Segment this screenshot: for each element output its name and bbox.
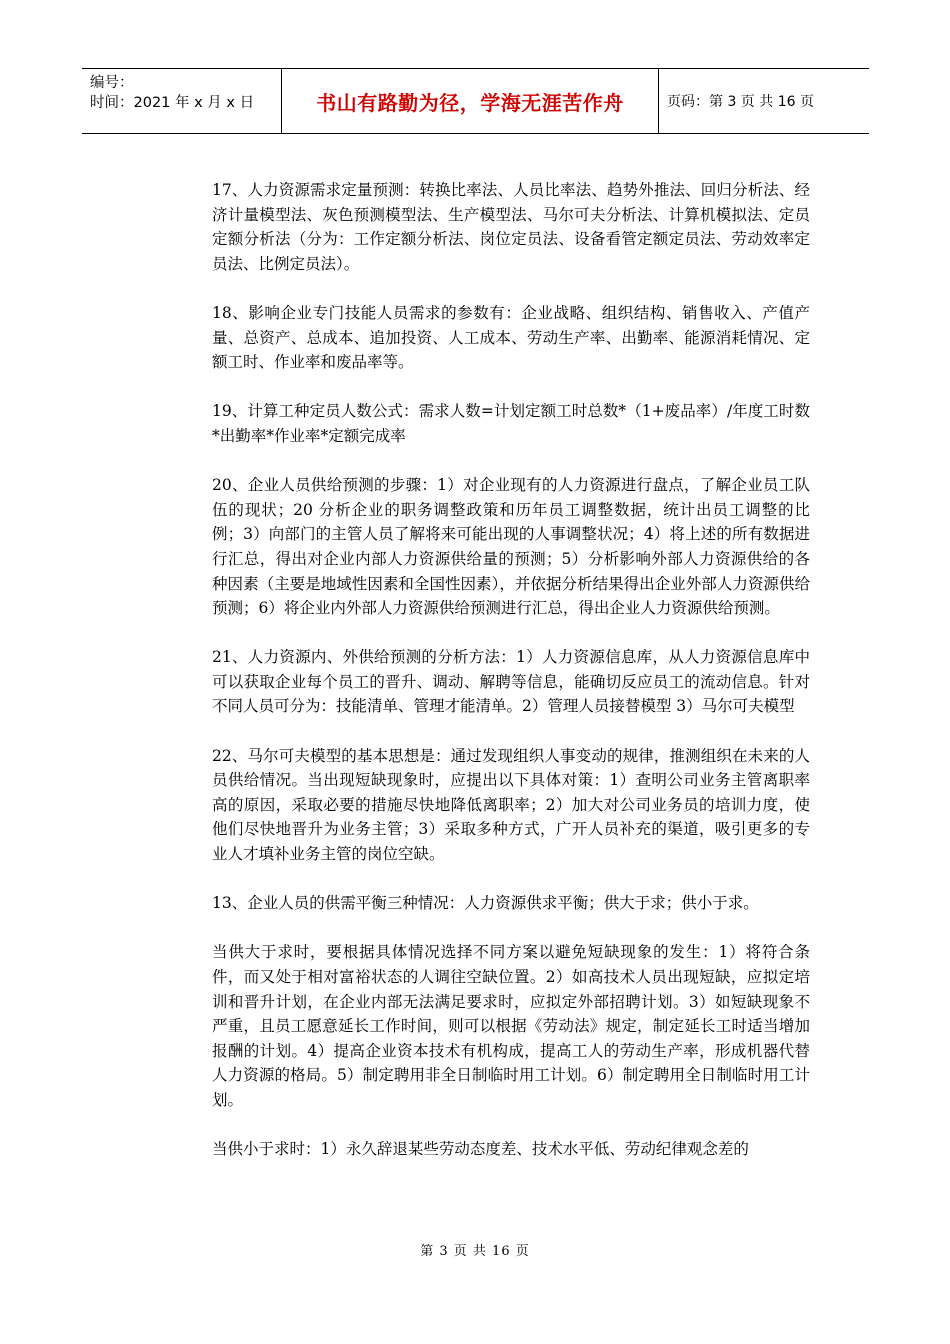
header-motto: 书山有路勤为径，学海无涯苦作舟: [282, 69, 659, 133]
header-page-info: 页码：第 3 页 共 16 页: [667, 94, 814, 110]
paragraph-undersupply: 当供小于求时：1）永久辞退某些劳动态度差、技术水平低、劳动纪律观念差的: [212, 1140, 749, 1159]
paragraph-17: 17、人力资源需求定量预测：转换比率法、人员比率法、趋势外推法、回归分析法、经济计量模型法、灰色预测模型法、生产模型法、马尔可夫分析法、计算机模拟法、定员定额分析法（分为：工作定额分析法、岗位定员法、设备看管定额定员法、劳动效率定员法、比例定员法）。: [212, 181, 810, 273]
paragraph-22: 22、马尔可夫模型的基本思想是：通过发现组织人事变动的规律，推测组织在未来的人员供给情况。当出现短缺现象时，应提出以下具体对策：1）查明公司业务主管离职率高的原因，采取必要的措施尽快地降低离职率；2）加大对公司业务员的培训力度，使他们尽快地晋升为业务主管；3）采取多种方式，广开人员补充的渠道，吸引更多的专业人才填补业务主管的岗位空缺。: [212, 746, 810, 864]
page-header: [82, 68, 869, 134]
date-label: 时间：2021 年 x 月 x 日: [90, 95, 255, 111]
paragraph-18: 18、影响企业专门技能人员需求的参数有：企业战略、组织结构、销售收入、产值产量、总资产、总成本、追加投资、人工成本、劳动生产率、出勤率、能源消耗情况、定额工时、作业率和废品率等。: [212, 303, 810, 372]
serial-number-label: 编号：: [90, 75, 134, 91]
document-body: [212, 178, 810, 1186]
paragraph-13: 13、企业人员的供需平衡三种情况：人力资源供求平衡；供大于求；供小于求。: [212, 894, 759, 913]
paragraph-21: 21、人力资源内、外供给预测的分析方法：1）人力资源信息库，从人力资源信息库中可以获取企业每个员工的晋升、调动、解聘等信息，能确切反应员工的流动信息。针对不同人员可分为：技能清单、管理才能清单。2）管理人员接替模型 3）马尔可夫模型: [212, 648, 810, 716]
page-footer: 第 3 页 共 16 页: [420, 1244, 530, 1259]
paragraph-20: 20、企业人员供给预测的步骤：1）对企业现有的人力资源进行盘点，了解企业员工队伍的现状；20 分析企业的职务调整政策和历年员工调整数据，统计出员工调整的比例；3）向部门的主管人员了解将来可能出现的人事调整状况；4）将上述的所有数据进行汇总，得出对企业内部人力资源供给量的预测；5）分析影响外部人力资源供给的各种因素（主要是地域性因素和全国性因素），并依据分析结果得出企业外部人力资源供给预测；6）将企业内外部人力资源供给预测进行汇总，得出企业人力资源供给预测。: [212, 476, 810, 618]
paragraph-oversupply: 当供大于求时，要根据具体情况选择不同方案以避免短缺现象的发生：1）将符合条件，而又处于相对富裕状态的人调往空缺位置。2）如高技术人员出现短缺，应拟定培训和晋升计划，在企业内部无法满足要求时，应拟定外部招聘计划。3）如短缺现象不严重，且员工愿意延长工作时间，则可以根据《劳动法》规定，制定延长工时适当增加报酬的计划。4）提高企业资本技术有机构成，提高工人的劳动生产率，形成机器代替人力资源的格局。5）制定聘用非全日制临时用工计划。6）制定聘用全日制临时用工计划。: [212, 943, 810, 1109]
header-info: [82, 69, 282, 133]
paragraph-19: 19、计算工种定员人数公式：需求人数=计划定额工时总数*（1+废品率）/年度工时数*出勤率*作业率*定额完成率: [212, 402, 810, 445]
